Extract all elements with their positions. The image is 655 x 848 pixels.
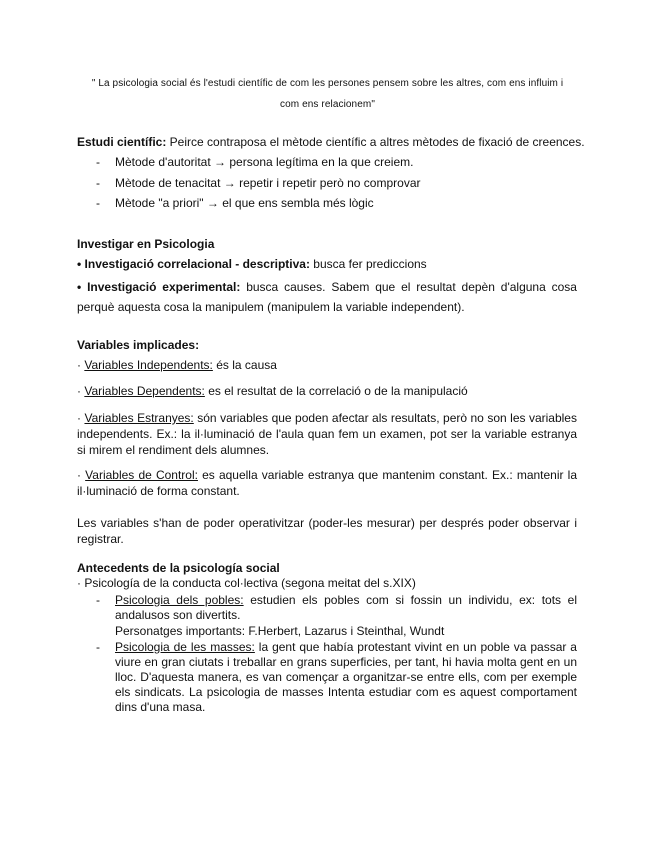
estudi-cientific-label: Estudi científic: [77,135,167,149]
variables-estranyes [77,410,577,458]
bullet-dot: · [77,468,86,482]
investigacio-experimental [77,277,577,317]
masses-text: la gent que había protestant vivint en un poble va passar a viure en gran ciutats i treballar en grans superficies, per tant, hi havia molta gent en un lloc. D'aquesta manera, es van començar a organitzar-se entre ells, com per exemple els sindicats. La psicologia de masses Intenta estudiar com es aquest comportament dins d'una masa. [115,640,577,714]
dependents-text: es el resultat de la correlació o de la manipulació [204,384,468,398]
estranyes-label: Variables Estranyes: [84,411,194,425]
bullet-dot: · [77,358,85,372]
correlacional-text: busca fer prediccions [309,257,427,271]
method-item-tenacity: Mètode de tenacitat → repetir i repetir però no comprovar [115,176,421,190]
control-label: Variables de Control: [85,468,198,482]
experimental-text: busca causes. Sabem que el resultat depèn d'alguna cosa perquè aquesta cosa la manipulem (manipulem la variable independent). [77,280,577,314]
list-dash: - [96,640,100,654]
pobles-personatges: Personatges importants: F.Herbert, Lazarus i Steinthal, Wundt [115,624,445,638]
experimental-label: • Investigació experimental: [77,280,241,294]
variables-control [77,467,577,499]
independents-label: Variables Independents: [84,358,213,372]
variables-independents [77,358,277,373]
method-item-a-priori: Mètode "a priori" → el que ens sembla més lògic [115,196,374,210]
list-dash: - [96,176,100,190]
bullet-dot: · [77,384,85,398]
intro-quote [70,73,585,115]
bullet-dot: · [77,411,85,425]
estranyes-text: són variables que poden afectar als resultats, però no son les variables independents. Ex.: la il·luminació de l'aula quan fem un examen, pot ser la variable estranya si mirem el rendiment dels alumnes. [77,411,577,457]
independents-text: és la causa [212,358,277,372]
masses-label: Psicologia de les masses: [115,640,255,654]
psicologia-pobles [115,593,577,623]
antecedents-heading: Antecedents de la psicología social [77,561,280,575]
quote-line-1: " La psicologia social és l'estudi científic de com les persones pensem sobre les altres, com ens influim i [91,78,564,89]
list-dash: - [96,196,100,210]
quote-line-2: com ens relacionem" [280,99,375,110]
list-dash: - [96,155,100,169]
investigacio-correlacional [77,257,427,272]
estudi-cientific-paragraph [77,135,585,150]
pobles-text: estudien els pobles com si fossin un individu, ex: tots el andalusos son divertits. [115,593,577,622]
list-dash: - [96,593,100,607]
variables-heading: Variables implicades: [77,338,200,352]
variables-dependents [77,384,468,399]
investigar-heading: Investigar en Psicologia [77,237,215,251]
psicologia-masses [115,640,577,715]
control-text: es aquella variable estranya que mantenim constant. Ex.: mantenir la il·luminació de forma constant. [77,468,577,498]
antecedents-intro: · Psicología de la conducta col·lectiva (segona meitat del s.XIX) [77,576,416,590]
dependents-label: Variables Dependents: [84,384,205,398]
correlacional-label: • Investigació correlacional - descriptiva: [77,257,310,271]
pobles-label: Psicologia dels pobles: [115,593,244,607]
estudi-cientific-text: Peirce contraposa el mètode científic a altres mètodes de fixació de creences. [166,135,585,149]
variables-closing: Les variables s'han de poder operativitzar (poder-les mesurar) per després poder observar i registrar. [77,516,577,546]
method-item-authority: Mètode d'autoritat → persona legítima en la que creiem. [115,155,414,169]
